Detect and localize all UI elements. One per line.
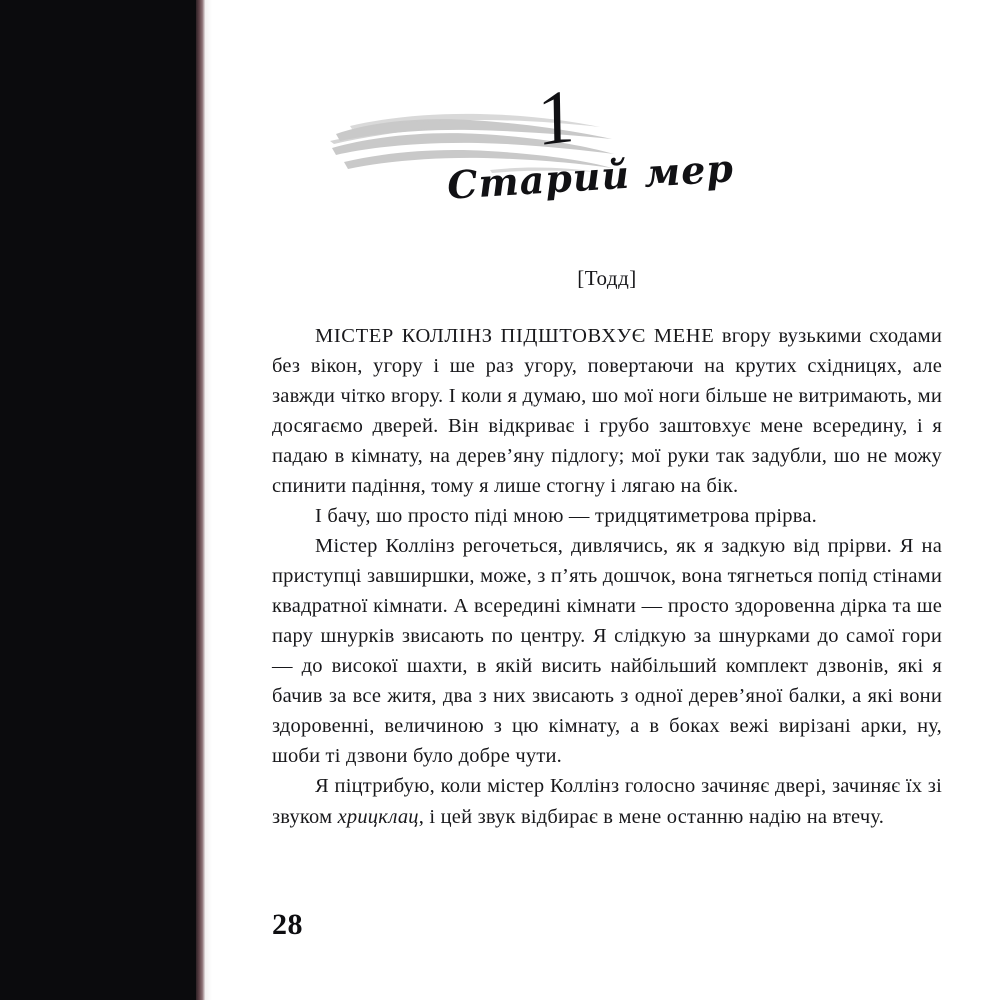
page-body-text bbox=[272, 321, 942, 832]
emphasised-sound-word: хрицклац bbox=[337, 805, 419, 828]
book-gutter-shadow bbox=[196, 0, 205, 1000]
chapter-number: 1 bbox=[536, 73, 574, 163]
paragraph: Містер Коллінз регочеться, дивлячись, як я задкую від прірви. Я на приступці завширшки, може, з п’ять дошчок, вона тягнеться попід стінами квадратної кімнати. А всередині кімнати — просто здоровенна дірка та ше пару шнурків звисають по центру. Я слідкую за шнурками до самої гори — до високої шахти, в якій висить найбільший комплект дзвонів, які я бачив за все житя, два з них звисають з одної дерев’яної балки, а які вони здоровенні, величиною з цю кімнату, а в боках вежі вирізані арки, ну, шоби ті дзвони було добре чути. bbox=[272, 535, 942, 768]
chapter-heading bbox=[272, 70, 942, 240]
page-content bbox=[272, 70, 942, 832]
paragraph-opening-smallcaps: МІСТЕР КОЛЛІНЗ ПІДШТОВХУЄ МЕНЕ bbox=[315, 325, 715, 347]
chapter-speaker: [Тодд] bbox=[577, 266, 637, 290]
paragraph: Я піцтрибую, коли містер Коллінз голосно зачиняє двері, зачиняє їх зі звуком хрицклац, і цей звук відбирає в мене останню надію на втечу. bbox=[272, 775, 942, 828]
paragraph: І бачу, шо просто піді мною — тридцятиметрова прірва. bbox=[315, 505, 817, 528]
chapter-title: Старий мер bbox=[445, 145, 736, 208]
page-number: 28 bbox=[272, 908, 303, 941]
book-page bbox=[212, 0, 1000, 1000]
book-gutter-dark-edge bbox=[0, 0, 196, 1000]
paragraph: МІСТЕР КОЛЛІНЗ ПІДШТОВХУЄ МЕНЕ вгору вузькими сходами без вікон, угору і ше раз угору, повертаючи на крутих східницях, але завжди чітко вгору. І коли я думаю, шо мої ноги більше не витримають, ми досягаємо дверей. Він відкриває і грубо заштовхує мене всередину, і я падаю в кімнату, на дерев’яну підлогу; мої руки так задубли, шо не можу спинити падіння, тому я лише стогну і лягаю на бік. bbox=[272, 325, 942, 498]
book-page-edge-highlight bbox=[205, 0, 212, 1000]
